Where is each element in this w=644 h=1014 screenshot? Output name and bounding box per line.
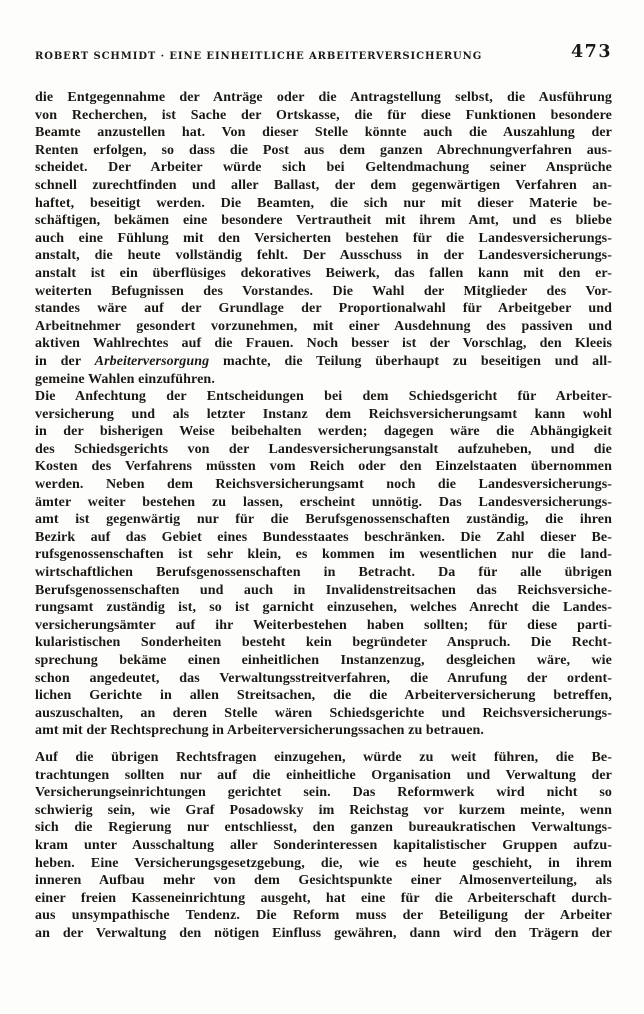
text-segment: wirtschaftlichen Berufsgenossenschaften in Betracht. Da für alle übrigen	[35, 565, 612, 581]
text-line	[35, 107, 612, 125]
paragraph	[35, 89, 612, 388]
text-line	[35, 371, 612, 389]
text-segment: versicherung und als letzter Instanz dem Reichsversicherungsamt kann wohl	[35, 406, 612, 422]
text-line	[35, 582, 612, 600]
text-segment: Versicherungseinrichtungen gerichtet sein. Das Reformwerk wird nicht so	[35, 785, 612, 801]
text-segment: aus unsympathische Tendenz. Die Reform muss der Beteiligung der Arbeiter	[35, 908, 612, 924]
text-segment: Berufsgenossenschaften und auch in Invalidenstreitsachen das Reichsversiche-	[35, 582, 612, 598]
text-segment: aktiven Wahlrechtes auf die Frauen. Noch besser ist der Vorschlag, den Kleeis	[35, 336, 612, 352]
text-segment: Kosten des Verfahrens müssten vom Reich oder den Einzelstaaten übernommen	[35, 459, 612, 475]
text-segment: haftet, beseitigt werden. Die Beamten, die sich nur mit dieser Materie be-	[35, 195, 612, 211]
text-line	[35, 872, 612, 890]
text-line	[35, 458, 612, 476]
text-line	[35, 124, 612, 142]
text-line	[35, 784, 612, 802]
text-segment: einer freien Kasseneinrichtung ausgeht, hat eine für die Arbeiterschaft durch-	[35, 890, 612, 906]
text-segment: heben. Eine Versicherungsgesetzgebung, die, wie es heute geschieht, in ihrem	[35, 855, 612, 871]
text-line	[35, 546, 612, 564]
text-segment: inneren Aufbau mehr von dem Gesichtspunkte einer Almosenverteilung, als	[35, 873, 612, 889]
text-segment: in der	[35, 353, 95, 369]
text-line	[35, 142, 612, 160]
text-segment: anstalt ist ein überflüsiges dekoratives Beiwerk, das fallen kann mit den er-	[35, 265, 612, 281]
text-line	[35, 634, 612, 652]
body-text	[35, 89, 612, 943]
text-line	[35, 441, 612, 459]
text-line	[35, 670, 612, 688]
text-line	[35, 819, 612, 837]
text-line	[35, 335, 612, 353]
text-line	[35, 767, 612, 785]
text-segment: sprechung bekäme einen einheitlichen Instanzenzug, desgleichen wäre, wie	[35, 653, 612, 668]
text-segment: in der bisherigen Weise beibehalten werden; dagegen wäre die Abhängigkeit	[35, 424, 612, 440]
text-line	[35, 652, 612, 670]
text-line	[35, 283, 612, 301]
text-segment: ämter weiter bestehen zu lassen, erscheint unnötig. Das Landesversicherungs-	[35, 494, 612, 510]
text-line	[35, 837, 612, 855]
text-line	[35, 300, 612, 318]
text-segment: amt mit der Rechtsprechung in Arbeiterversicherungssachen zu betrauen.	[35, 723, 484, 739]
text-line	[35, 177, 612, 195]
text-segment: Bezirk auf das Gebiet eines Bundesstaates beschränken. Die Zahl dieser Be-	[35, 529, 612, 545]
text-line	[35, 247, 612, 265]
text-line	[35, 705, 612, 723]
text-segment: trachtungen sollten nur auf die einheitliche Organisation und Verwaltung der	[35, 767, 612, 783]
text-line	[35, 511, 612, 529]
text-segment: standes wäre auf der Grundlage der Proportionalwahl für Arbeitgeber und	[35, 301, 612, 317]
text-segment: Die Anfechtung der Entscheidungen bei dem Schiedsgericht für Arbeiter-	[35, 389, 612, 405]
text-segment: Auf die übrigen Rechtsfragen einzugehen, würde zu weit führen, die Be-	[35, 749, 612, 765]
page-header	[35, 44, 612, 62]
text-line	[35, 159, 612, 177]
text-line	[35, 353, 612, 371]
text-line	[35, 617, 612, 635]
text-line	[35, 925, 612, 943]
text-segment: versicherungsämter auf ihr Weiterbestehen haben sollten; für diese parti-	[35, 617, 612, 633]
text-segment: rufsgenossenschaften ist sehr klein, es kommen im wesentlichen nur die land-	[35, 547, 612, 563]
text-line	[35, 890, 612, 908]
text-line	[35, 599, 612, 617]
text-segment: lichen Gerichte in allen Streitsachen, die die Arbeiterversicherung betreffen,	[35, 688, 612, 704]
text-segment: werden. Neben dem Reichsversicherungsamt noch die Landesversicherungs-	[35, 477, 612, 493]
paragraph	[35, 388, 612, 740]
text-line	[35, 388, 612, 406]
text-segment: kularistischen Sonderheiten besteht kein begründeter Anspruch. Die Recht-	[35, 635, 612, 651]
text-segment: gemeine Wahlen einzuführen.	[35, 371, 215, 387]
text-segment: auch eine Fühlung mit den Versicherten bestehen für die Landesversicherungs-	[35, 230, 612, 246]
text-segment: machte, die Teilung überhaupt zu beseitigen und all-	[209, 353, 612, 369]
text-line	[35, 89, 612, 107]
text-segment: schon angedeutet, das Verwaltungsstreitverfahren, die Anrufung der ordent-	[35, 670, 612, 686]
text-segment: auszuschalten, an deren Stelle wären Schiedsgerichte und Reichsversicherungs-	[35, 705, 612, 721]
text-segment: die Entgegennahme der Anträge oder die Antragstellung selbst, die Ausführung	[35, 90, 612, 105]
text-segment: von Recherchen, ist Sache der Ortskasse, die für diese Funktionen besondere	[35, 107, 612, 123]
page-number: 473	[570, 42, 612, 62]
text-line	[35, 494, 612, 512]
text-segment: amt ist gegenwärtig nur für die Berufsgenossenschaften zuständig, die ihren	[35, 512, 612, 528]
journal-title-italic: Arbeiterversorgung	[94, 353, 210, 369]
text-line	[35, 529, 612, 547]
text-segment: schäftigen, bekämen eine besondere Vertrautheit mit ihrem Amt, und es bliebe	[35, 213, 612, 229]
text-line	[35, 423, 612, 441]
text-segment: scheidet. Der Arbeiter würde sich bei Geltendmachung seiner Ansprüche	[35, 160, 612, 176]
text-segment: sich die Regierung nur entschliesst, den ganzen bureaukratischen Verwaltungs-	[35, 820, 612, 836]
running-title: ROBERT SCHMIDT · EINE EINHEITLICHE ARBEITERVERSICHERUNG	[35, 50, 483, 62]
text-line	[35, 722, 612, 740]
text-line	[35, 195, 612, 213]
text-segment: schnell zurechtfinden und aller Ballast, der dem gegenwärtigen Verfahren an-	[35, 177, 612, 193]
text-line	[35, 564, 612, 582]
text-line	[35, 802, 612, 820]
text-line	[35, 230, 612, 248]
text-line	[35, 476, 612, 494]
text-line	[35, 687, 612, 705]
text-segment: schwierig sein, wie Graf Posadowsky im Reichstag vor kurzem meinte, wenn	[35, 802, 612, 818]
text-segment: anstalt, die heute vollständig fehlt. Der Ausschuss in der Landesversicherungs-	[35, 248, 612, 264]
text-line	[35, 855, 612, 873]
text-segment: kram unter Ausschaltung aller Sonderinteressen kapitalistischer Gruppen aufzu-	[35, 837, 612, 853]
text-line	[35, 212, 612, 230]
text-segment: weiterten Befugnissen des Vorstandes. Die Wahl der Mitglieder des Vor-	[35, 283, 612, 299]
text-line	[35, 749, 612, 767]
text-segment: des Schiedsgerichts von der Landesversicherungsanstalt aufzuheben, und die	[35, 441, 612, 457]
text-segment: rungsamt zuständig ist, so ist garnicht einzusehen, welches Anrecht die Landes-	[35, 600, 612, 616]
text-segment: Arbeitnehmer gesondert vorzunehmen, mit einer Ausdehnung des passiven und	[35, 318, 612, 334]
text-line	[35, 265, 612, 283]
text-line	[35, 907, 612, 925]
text-line	[35, 406, 612, 424]
text-segment: an der Verwaltung den nötigen Einfluss gewähren, dann wird den Trägern der	[35, 925, 612, 941]
paragraph	[35, 749, 612, 943]
text-segment: Beamte anzustellen hat. Von dieser Stelle könnte auch die Auszahlung der	[35, 125, 612, 141]
text-segment: Renten erfolgen, so dass die Post aus dem ganzen Abrechnungverfahren aus-	[35, 142, 612, 158]
text-line	[35, 318, 612, 336]
